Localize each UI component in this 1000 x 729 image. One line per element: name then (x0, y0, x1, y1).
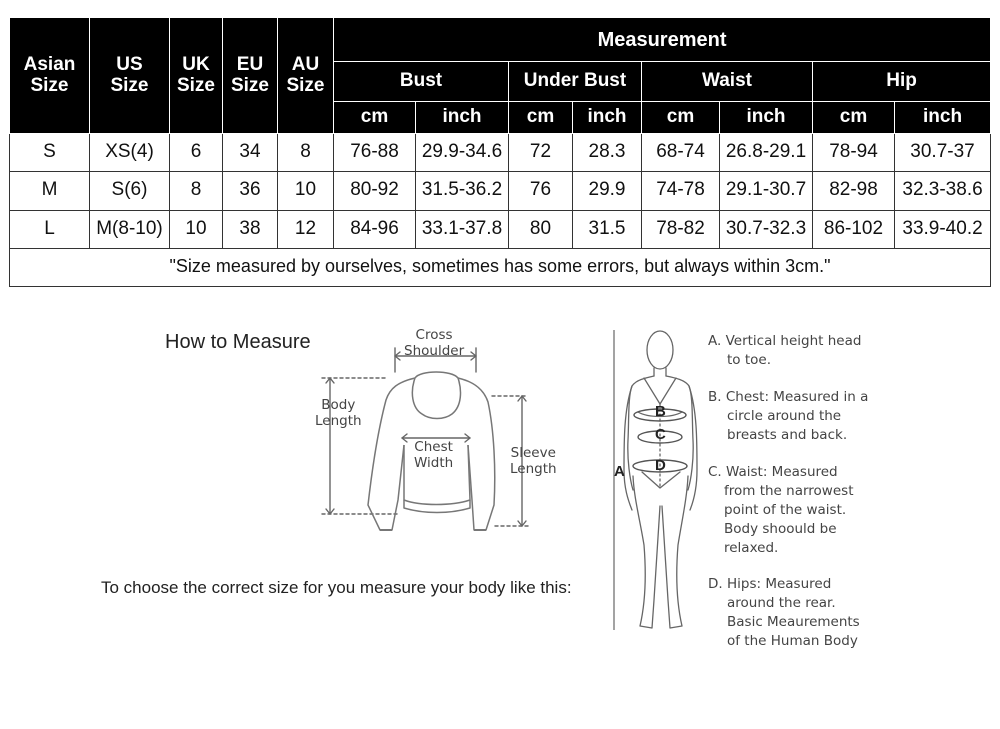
letter-a: A (614, 463, 625, 480)
table-cell: 78-82 (642, 210, 720, 248)
table-cell: 38 (223, 210, 278, 248)
table-cell: 33.9-40.2 (895, 210, 991, 248)
table-cell: 29.9 (573, 172, 642, 210)
table-cell: 10 (278, 172, 334, 210)
letter-c: C (655, 426, 666, 443)
header-us-size: US Size (90, 18, 170, 134)
table-cell: 8 (278, 134, 334, 172)
table-cell: M(8-10) (90, 210, 170, 248)
table-cell: XS(4) (90, 134, 170, 172)
header-au-size: AU Size (278, 18, 334, 134)
table-cell: 68-74 (642, 134, 720, 172)
table-cell: 84-96 (334, 210, 416, 248)
unit-inch: inch (720, 102, 813, 134)
table-cell: 86-102 (813, 210, 895, 248)
table-cell: 28.3 (573, 134, 642, 172)
table-cell: 12 (278, 210, 334, 248)
table-cell: 72 (509, 134, 573, 172)
header-eu-size: EU Size (223, 18, 278, 134)
header-under-bust: Under Bust (509, 62, 642, 102)
chest-width-label: Chest Width (414, 439, 454, 471)
header-waist: Waist (642, 62, 813, 102)
note-b: B. Chest: Measured in a circle around the breasts and back. (708, 389, 869, 443)
measurement-note: "Size measured by ourselves, sometimes has some errors, but always within 3cm." (10, 248, 991, 286)
table-cell: L (10, 210, 90, 248)
table-cell: 31.5 (573, 210, 642, 248)
unit-inch: inch (895, 102, 991, 134)
table-cell: 34 (223, 134, 278, 172)
unit-inch: inch (573, 102, 642, 134)
unit-inch: inch (416, 102, 509, 134)
table-cell: 6 (170, 134, 223, 172)
choose-size-instruction: To choose the correct size for you measure your body like this: (101, 578, 572, 597)
how-to-measure-title: How to Measure (165, 331, 311, 353)
letter-d: D (655, 457, 666, 474)
body-length-label: Body Length (315, 397, 362, 429)
header-hip: Hip (813, 62, 991, 102)
table-cell: 80 (509, 210, 573, 248)
table-cell: 10 (170, 210, 223, 248)
table-cell: 29.9-34.6 (416, 134, 509, 172)
table-cell: 30.7-32.3 (720, 210, 813, 248)
sleeve-length-label: Sleeve Length (510, 445, 557, 477)
table-cell: 31.5-36.2 (416, 172, 509, 210)
table-cell: S(6) (90, 172, 170, 210)
table-cell: 36 (223, 172, 278, 210)
note-c: C. Waist: Measured from the narrowest point of the waist. Body shoould be relaxed. (708, 464, 854, 556)
table-cell: 76-88 (334, 134, 416, 172)
unit-cm: cm (334, 102, 416, 134)
table-cell: S (10, 134, 90, 172)
table-cell: 78-94 (813, 134, 895, 172)
table-cell: M (10, 172, 90, 210)
note-d: D. Hips: Measured around the rear. Basic Meaurements of the Human Body (708, 576, 860, 649)
table-cell: 74-78 (642, 172, 720, 210)
header-bust: Bust (334, 62, 509, 102)
unit-cm: cm (813, 102, 895, 134)
header-asian-size: Asian Size (10, 18, 90, 134)
body-silhouette (624, 331, 697, 628)
note-a: A. Vertical height head to toe. (708, 333, 862, 368)
table-cell: 30.7-37 (895, 134, 991, 172)
cross-shoulder-label: Cross Shoulder (404, 327, 465, 359)
table-cell: 80-92 (334, 172, 416, 210)
table-cell: 8 (170, 172, 223, 210)
table-cell: 32.3-38.6 (895, 172, 991, 210)
header-uk-size: UK Size (170, 18, 223, 134)
unit-cm: cm (509, 102, 573, 134)
unit-cm: cm (642, 102, 720, 134)
header-measurement: Measurement (334, 18, 991, 62)
table-cell: 82-98 (813, 172, 895, 210)
table-cell: 33.1-37.8 (416, 210, 509, 248)
table-cell: 76 (509, 172, 573, 210)
table-cell: 26.8-29.1 (720, 134, 813, 172)
letter-b: B (655, 403, 666, 420)
table-cell: 29.1-30.7 (720, 172, 813, 210)
